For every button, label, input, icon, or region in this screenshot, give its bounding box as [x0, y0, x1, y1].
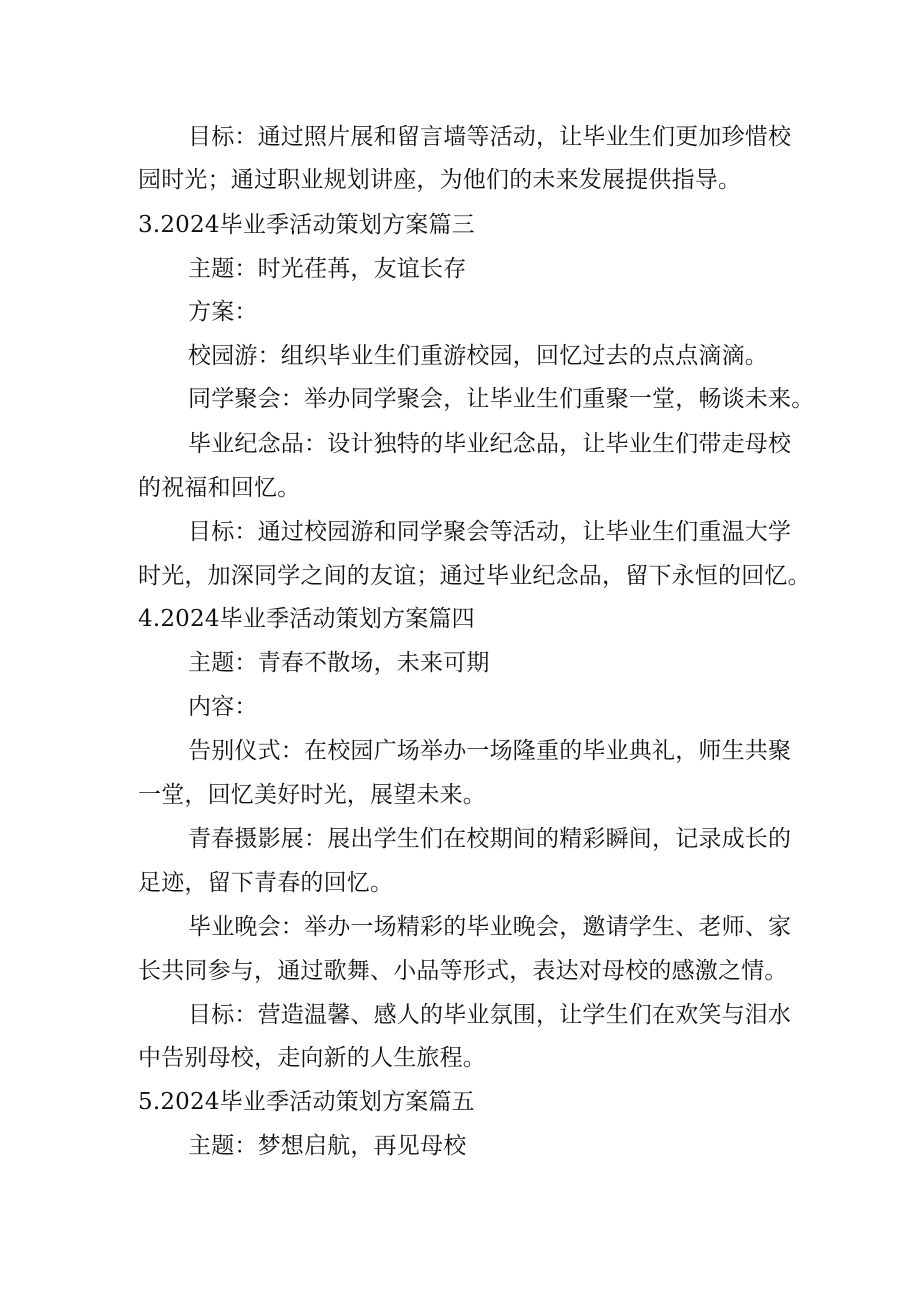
paragraph-line: 中告别母校，走向新的人生旅程。 — [138, 1045, 486, 1071]
paragraph-line: 毕业纪念品：设计独特的毕业纪念品，让毕业生们带走母校 — [188, 431, 792, 457]
paragraph-line: 主题：时光荏苒，友谊长存 — [188, 256, 467, 282]
paragraph-line: 毕业晚会：举办一场精彩的毕业晚会，邀请学生、老师、家 — [188, 914, 792, 940]
section-heading: 4.2024毕业季活动策划方案篇四 — [138, 606, 475, 632]
paragraph-line: 青春摄影展：展出学生们在校期间的精彩瞬间，记录成长的 — [188, 826, 792, 852]
paragraph-line: 同学聚会：举办同学聚会，让毕业生们重聚一堂，畅谈未来。 — [188, 386, 815, 412]
paragraph-line: 长共同参与，通过歌舞、小品等形式，表达对母校的感激之情。 — [138, 958, 788, 984]
paragraph-line: 主题：青春不散场，未来可期 — [188, 650, 490, 676]
paragraph-line: 足迹，留下青春的回忆。 — [138, 870, 394, 896]
paragraph-line: 内容： — [188, 694, 258, 720]
paragraph-line: 的祝福和回忆。 — [138, 475, 301, 501]
paragraph-line: 校园游：组织毕业生们重游校园，回忆过去的点点滴滴。 — [188, 343, 768, 369]
paragraph-line: 一堂，回忆美好时光，展望未来。 — [138, 782, 486, 808]
paragraph-line: 时光，加深同学之间的友谊；通过毕业纪念品，留下永恒的回忆。 — [138, 563, 811, 589]
paragraph-line: 方案： — [188, 299, 258, 325]
paragraph-line: 目标：通过校园游和同学聚会等活动，让毕业生们重温大学 — [188, 519, 792, 545]
paragraph-line: 主题：梦想启航，再见母校 — [188, 1133, 467, 1159]
paragraph-line: 目标：营造温馨、感人的毕业氛围，让学生们在欢笑与泪水 — [188, 1002, 792, 1028]
section-heading: 3.2024毕业季活动策划方案篇三 — [138, 212, 475, 238]
section-heading: 5.2024毕业季活动策划方案篇五 — [138, 1089, 475, 1115]
paragraph-line: 园时光；通过职业规划讲座，为他们的未来发展提供指导。 — [138, 167, 742, 193]
paragraph-line: 告别仪式：在校园广场举办一场隆重的毕业典礼，师生共聚 — [188, 738, 792, 764]
paragraph-line: 目标：通过照片展和留言墙等活动，让毕业生们更加珍惜校 — [188, 124, 792, 150]
